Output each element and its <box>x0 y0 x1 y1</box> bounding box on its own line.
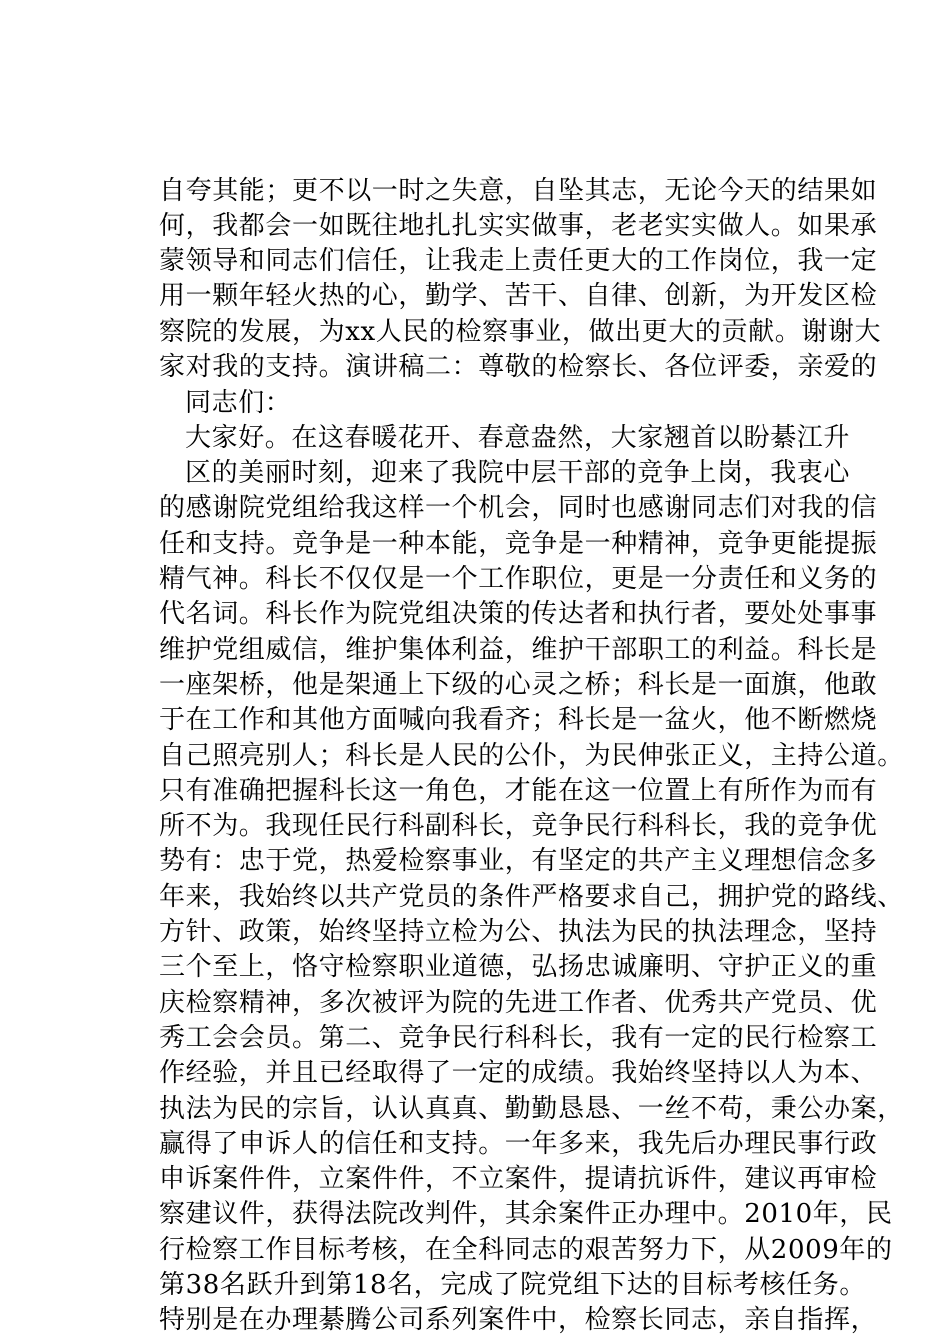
text-line: 方针、政策，始终坚持立检为公、执法为民的执法理念，坚持 <box>159 917 878 947</box>
text-line: 特别是在办理綦腾公司系列案件中，检察长同志，亲自指挥， <box>159 1305 878 1335</box>
text-line: 势有：忠于党，热爱检察事业，有坚定的共产主义理想信念多 <box>159 846 878 876</box>
text-line: 区的美丽时刻，迎来了我院中层干部的竞争上岗，我衷心 <box>185 458 851 488</box>
text-line: 行检察工作目标考核，在全科同志的艰苦努力下，从2009年的 <box>159 1235 893 1265</box>
text-line: 第38名跃升到第18名，完成了院党组下达的目标考核任务。 <box>159 1270 866 1300</box>
text-line: 秀工会会员。第二、竞争民行科科长，我有一定的民行检察工 <box>159 1023 878 1053</box>
text-line: 同志们： <box>185 388 292 418</box>
text-line: 的感谢院党组给我这样一个机会，同时也感谢同志们对我的信 <box>159 493 878 523</box>
text-line: 申诉案件件，立案件件，不立案件，提请抗诉件，建议再审检 <box>159 1164 878 1194</box>
text-line: 作经验，并且已经取得了一定的成绩。我始终坚持以人为本、 <box>159 1058 878 1088</box>
text-line: 所不为。我现任民行科副科长，竞争民行科科长，我的竞争优 <box>159 811 878 841</box>
text-line: 自己照亮别人；科长是人民的公仆，为民伸张正义，主持公道。 <box>159 741 904 771</box>
text-line: 一座架桥，他是架通上下级的心灵之桥；科长是一面旗，他敢 <box>159 670 878 700</box>
text-line: 维护党组威信，维护集体利益，维护干部职工的利益。科长是 <box>159 635 878 665</box>
text-line: 庆检察精神，多次被评为院的先进工作者、优秀共产党员、优 <box>159 988 878 1018</box>
text-line: 只有准确把握科长这一角色，才能在这一位置上有所作为而有 <box>159 776 878 806</box>
text-line: 大家好。在这春暖花开、春意盎然，大家翘首以盼綦江升 <box>185 423 851 453</box>
text-line: 自夸其能；更不以一时之失意，自坠其志，无论今天的结果如 <box>159 176 878 206</box>
text-line: 于在工作和其他方面喊向我看齐；科长是一盆火，他不断燃烧 <box>159 705 878 735</box>
text-line: 年来，我始终以共产党员的条件严格要求自己，拥护党的路线、 <box>159 882 904 912</box>
text-line: 代名词。科长作为院党组决策的传达者和执行者，要处处事事 <box>159 599 878 629</box>
text-line: 蒙领导和同志们信任，让我走上责任更大的工作岗位，我一定 <box>159 246 878 276</box>
text-line: 三个至上，恪守检察职业道德，弘扬忠诚廉明、守护正义的重 <box>159 952 878 982</box>
text-line: 执法为民的宗旨，认认真真、勤勤恳恳、一丝不苟，秉公办案， <box>159 1094 904 1124</box>
text-line: 何，我都会一如既往地扎扎实实做事，老老实实做人。如果承 <box>159 211 878 241</box>
text-line: 家对我的支持。演讲稿二：尊敬的检察长、各位评委，亲爱的 <box>159 352 878 382</box>
text-line: 察建议件，获得法院改判件，其余案件正办理中。2010年，民 <box>159 1199 893 1229</box>
text-line: 精气神。科长不仅仅是一个工作职位，更是一分责任和义务的 <box>159 564 878 594</box>
text-line: 察院的发展，为xx人民的检察事业，做出更大的贡献。谢谢大 <box>159 317 882 347</box>
text-line: 任和支持。竞争是一种本能，竞争是一种精神，竞争更能提振 <box>159 529 878 559</box>
text-line: 用一颗年轻火热的心，勤学、苦干、自律、创新，为开发区检 <box>159 281 878 311</box>
text-line: 赢得了申诉人的信任和支持。一年多来，我先后办理民事行政 <box>159 1129 878 1159</box>
